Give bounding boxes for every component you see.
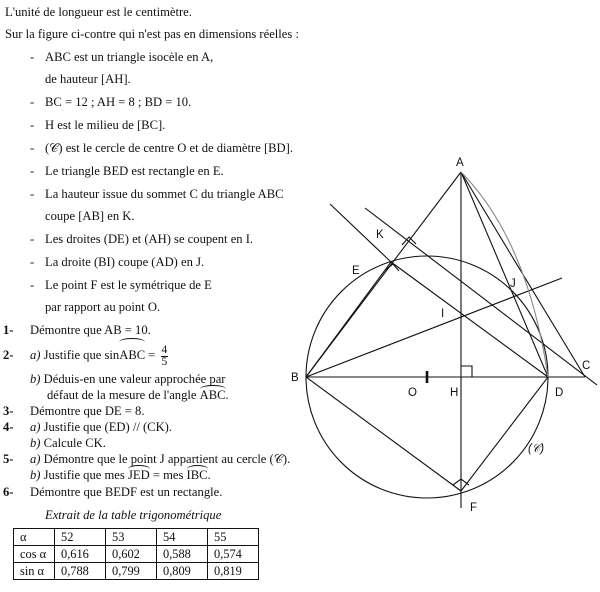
bullet-dash: - xyxy=(30,50,35,64)
hypothesis-3: H est le milieu de [BC]. xyxy=(45,118,166,132)
question-5a-text: Démontre que le point J appartient au cercle (𝒞). xyxy=(43,452,291,466)
label-a: A xyxy=(456,157,464,169)
question-1-number: 1- xyxy=(3,323,14,337)
question-4-number: 4- xyxy=(3,420,14,434)
hypothesis-9b: par rapport au point O. xyxy=(45,300,161,314)
question-1: Démontre que AB = 10. xyxy=(30,323,151,337)
label-c: C xyxy=(582,360,591,372)
table-cell: 55 xyxy=(208,529,259,546)
hypothesis-2: BC = 12 ; AH = 8 ; BD = 10. xyxy=(45,95,192,109)
table-cell: 0,799 xyxy=(106,563,157,580)
bullet-dash: - xyxy=(30,118,35,132)
hypothesis-4: (𝒞) est le cercle de centre O et de diamètre [BD]. xyxy=(45,141,293,155)
equals-sign: = xyxy=(145,348,159,362)
angle-jed: JED xyxy=(127,468,150,482)
question-2b-text: Déduis-en une valeur approchée par xyxy=(43,372,226,386)
hypothesis-8: La droite (BI) coupe (AD) en J. xyxy=(45,255,205,269)
period: . xyxy=(225,388,229,402)
question-6-number: 6- xyxy=(3,485,14,499)
right-angle-h xyxy=(461,366,472,377)
angle-abc: ABC xyxy=(119,341,145,369)
intro-line-2: Sur la figure ci-contre qui n'est pas en dimensions réelles : xyxy=(5,27,299,41)
question-4b-letter: b) xyxy=(30,436,41,450)
question-6: Démontre que BEDF est un rectangle. xyxy=(30,485,223,499)
hypothesis-1b: de hauteur [AH]. xyxy=(45,72,131,86)
label-k: K xyxy=(376,229,384,241)
table-cell: 52 xyxy=(55,529,106,546)
label-o: O xyxy=(408,387,417,399)
question-5a-letter: a) xyxy=(30,452,41,466)
table-cell: 54 xyxy=(157,529,208,546)
label-circle: (𝒞) xyxy=(528,443,545,455)
angle-abc: ABC xyxy=(199,388,226,402)
segment-ad xyxy=(461,172,548,377)
segment-bf xyxy=(306,377,461,491)
segment-fd xyxy=(461,377,548,491)
table-cell: 0,602 xyxy=(106,546,157,563)
question-2-number: 2- xyxy=(3,348,14,362)
label-b: B xyxy=(291,372,299,384)
equals-mes: = mes xyxy=(149,468,187,482)
question-2b-letter: b) xyxy=(30,372,41,386)
table-caption: Extrait de la table trigonométrique xyxy=(45,508,222,522)
label-d: D xyxy=(555,387,564,399)
label-i: I xyxy=(441,308,445,320)
question-4a-letter: a) xyxy=(30,420,41,434)
fraction-denominator: 5 xyxy=(161,355,168,368)
question-2a-text: Justifie que sin xyxy=(43,348,120,362)
question-3: Démontre que DE = 8. xyxy=(30,404,145,418)
question-2b-text-2: défaut de la mesure de l'angle xyxy=(47,388,197,402)
intro-line-1: L'unité de longueur est le centimètre. xyxy=(5,5,192,19)
question-5b-text: Justifie que mes xyxy=(43,468,125,482)
table-cell: 53 xyxy=(106,529,157,546)
bullet-dash: - xyxy=(30,278,35,292)
table-cell: sin α xyxy=(14,563,55,580)
table-cell: 0,574 xyxy=(208,546,259,563)
table-cell: 0,819 xyxy=(208,563,259,580)
table-cell: 0,788 xyxy=(55,563,106,580)
angle-ibc: IBC xyxy=(186,468,208,482)
period: . xyxy=(207,468,211,482)
hypothesis-6a: La hauteur issue du sommet C du triangle ABC xyxy=(45,187,284,201)
table-cell: cos α xyxy=(14,546,55,563)
table-cell: α xyxy=(14,529,55,546)
hypothesis-1a: ABC est un triangle isocèle en A, xyxy=(45,50,214,64)
question-5b-letter: b) xyxy=(30,468,41,482)
bullet-dash: - xyxy=(30,141,35,155)
table-cell: 0,588 xyxy=(157,546,208,563)
question-5-number: 5- xyxy=(3,452,14,466)
table-cell: 0,616 xyxy=(55,546,106,563)
bullet-dash: - xyxy=(30,95,35,109)
hypothesis-9a: Le point F est le symétrique de E xyxy=(45,278,212,292)
label-j: J xyxy=(510,278,516,290)
question-3-number: 3- xyxy=(3,404,14,418)
line-ck xyxy=(365,208,597,385)
bullet-dash: - xyxy=(30,187,35,201)
label-h: H xyxy=(450,387,459,399)
question-4b-text: Calcule CK. xyxy=(43,436,106,450)
hypothesis-7: Les droites (DE) et (AH) se coupent en I. xyxy=(45,232,254,246)
fraction-numerator: 4 xyxy=(161,343,168,356)
table-cell: 0,809 xyxy=(157,563,208,580)
hypothesis-5: Le triangle BED est rectangle en E. xyxy=(45,164,224,178)
segment-be xyxy=(306,262,391,377)
bullet-dash: - xyxy=(30,255,35,269)
bullet-dash: - xyxy=(30,232,35,246)
hypothesis-6b: coupe [AB] en K. xyxy=(45,209,135,223)
question-2a-letter: a) xyxy=(30,348,41,362)
bullet-dash: - xyxy=(30,164,35,178)
label-f: F xyxy=(470,502,478,514)
question-4a-text: Justifie que (ED) // (CK). xyxy=(43,420,173,434)
label-e: E xyxy=(352,265,360,277)
